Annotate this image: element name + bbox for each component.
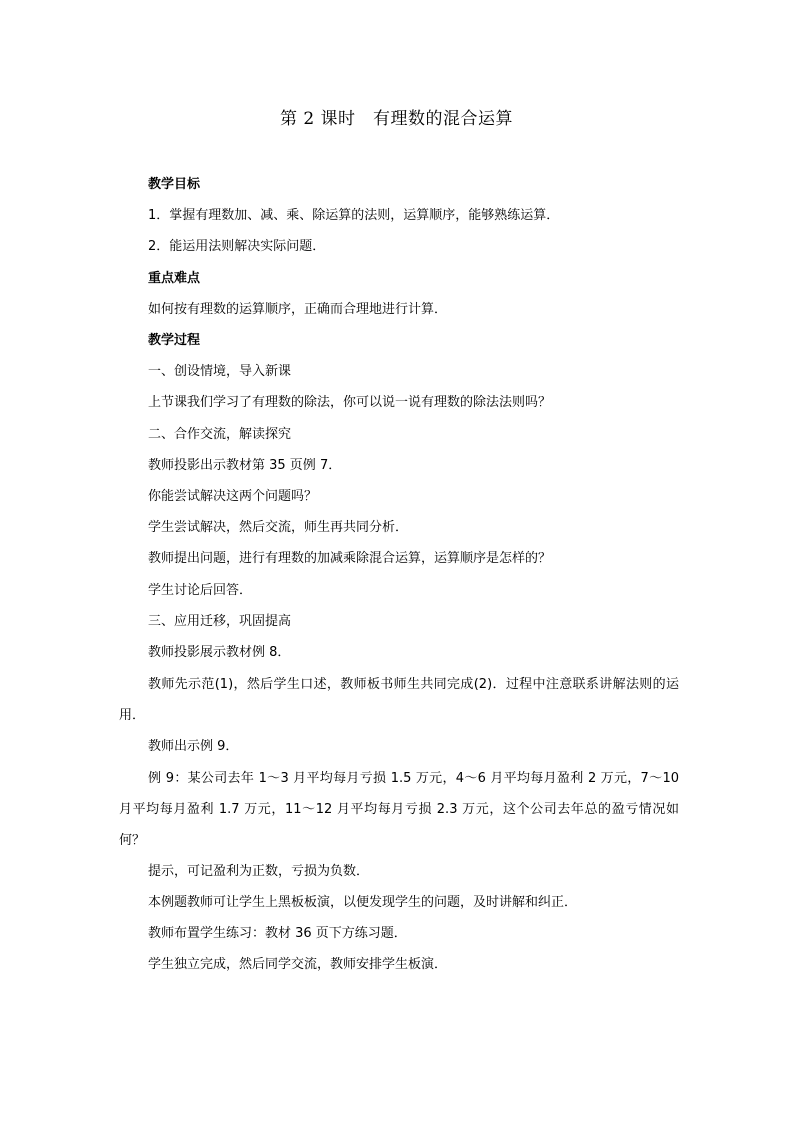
goals-heading: 教学目标 (148, 177, 201, 192)
step-3-paragraph-1: 教师先示范(1)，然后学生口述，教师板书师生共同完成(2)．过程中注意联系讲解法则的运用． (119, 677, 679, 723)
step-1-text: 上节课我们学习了有理数的除法，你可以说一说有理数的除法法则吗？ (148, 395, 552, 410)
step-3-heading: 三、应用迁移，巩固提高 (148, 614, 292, 629)
step-1-heading: 一、创设情境，导入新课 (148, 364, 292, 379)
process-heading: 教学过程 (148, 333, 201, 348)
example-9-paragraph: 例 9：某公司去年 1～3 月平均每月亏损 1.5 万元，4～6 月平均每月盈利 2 万元，7～10 月平均每月盈利 1.7 万元，11～12 月平均每月亏损 2.3 万元，这个公司去年总的盈亏情况如何？ (119, 771, 679, 848)
step-2-line-3: 学生尝试解决，然后交流，师生再共同分析． (148, 520, 409, 535)
step-3-line-2: 教师出示例 9． (148, 739, 239, 754)
step-2-heading: 二、合作交流，解读探究 (148, 427, 292, 442)
step-3-line-6: 学生独立完成，然后同学交流，教师安排学生板演． (148, 957, 448, 972)
focus-text: 如何按有理数的运算顺序，正确而合理地进行计算． (148, 302, 448, 317)
step-2-line-1: 教师投影出示教材第 35 页例 7． (148, 458, 342, 473)
step-2-line-2: 你能尝试解决这两个问题吗？ (148, 489, 318, 504)
step-3-line-5: 教师布置学生练习：教材 36 页下方练习题． (148, 926, 407, 941)
page-title: 第 2 课时 有理数的混合运算 (279, 109, 514, 129)
goal-item-2: 2．能运用法则解决实际问题． (148, 239, 326, 254)
step-2-line-4: 教师提出问题，进行有理数的加减乘除混合运算，运算顺序是怎样的？ (148, 551, 552, 566)
step-3-line-4: 本例题教师可让学生上黑板板演，以便发现学生的问题，及时讲解和纠正． (148, 895, 578, 910)
step-3-line-1: 教师投影展示教材例 8． (148, 645, 291, 660)
step-3-line-3: 提示，可记盈利为正数，亏损为负数． (148, 864, 370, 879)
focus-heading: 重点难点 (148, 271, 201, 286)
step-2-line-5: 学生讨论后回答． (148, 583, 253, 598)
goal-item-1: 1．掌握有理数加、减、乘、除运算的法则，运算顺序，能够熟练运算． (148, 208, 560, 223)
